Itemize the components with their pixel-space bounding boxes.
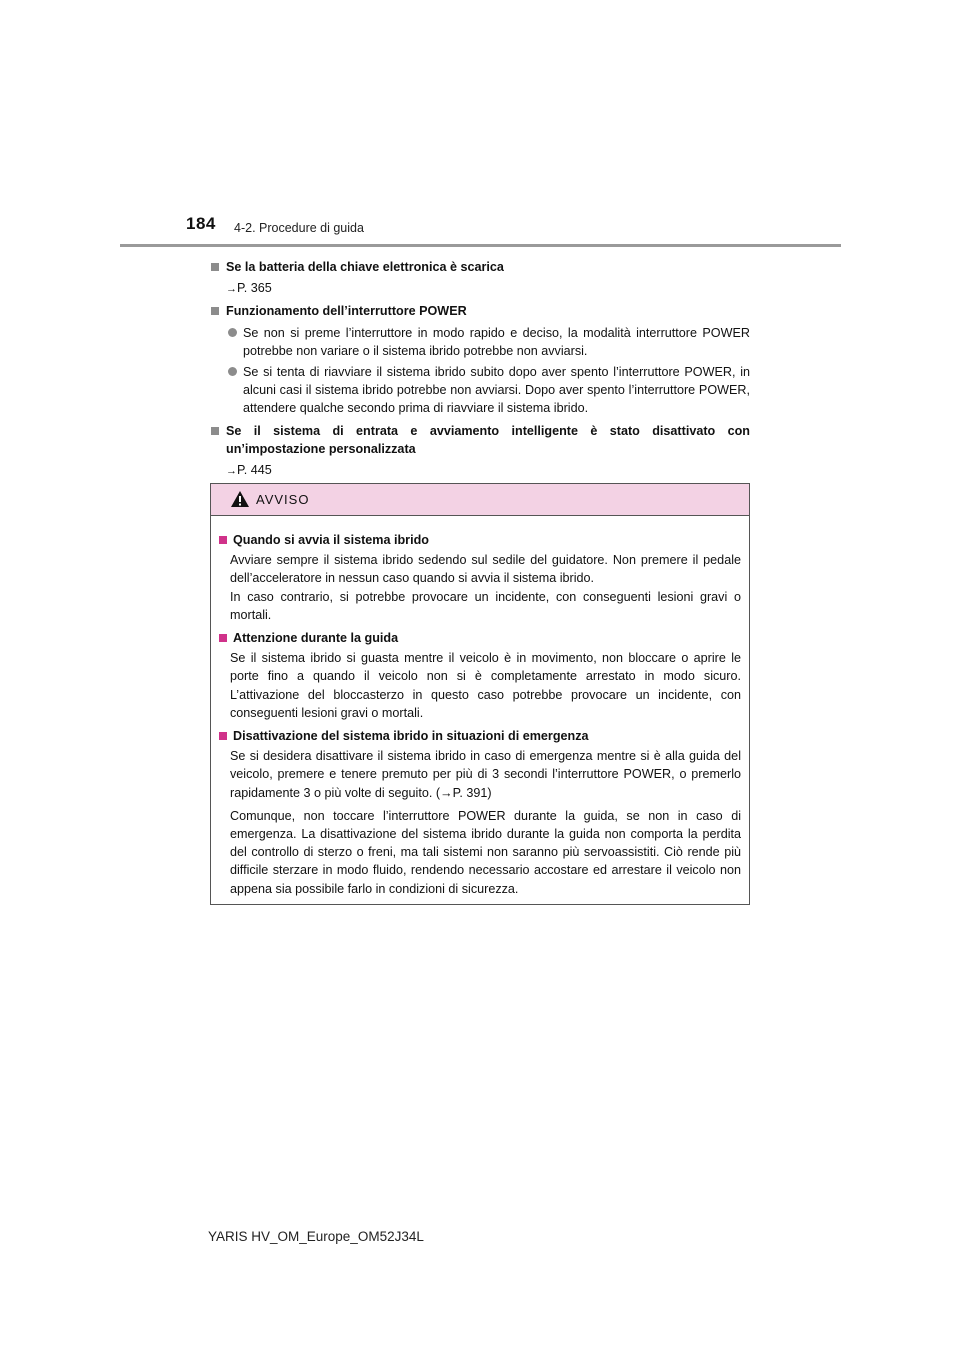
bullet-item: Se si tenta di riavviare il sistema ibrido subito dopo aver spento l’interruttore POWER, in alcuni casi il sistema ibrido potrebbe non avviarsi. Dopo aver spento l’interruttore POWER, attendere qualche secondo prima di riavviare il sistema ibrido.: [210, 363, 750, 418]
page-reference-smart-entry: →P. 445: [226, 463, 272, 478]
warning-paragraph: Se si desidera disattivare il sistema ibrido in caso di emergenza mentre si è alla guida del veicolo, premere e tenere premuto per più di 3 secondi l’interruttore POWER, o premerlo rapidamente 3 o più volte di seguito. (→P. 391): [230, 749, 741, 800]
warning-body: [211, 516, 749, 898]
warning-heading-emergency: Disattivazione del sistema ibrido in situazioni di emergenza: [219, 727, 741, 745]
section-heading-smart-entry: Se il sistema di entrata e avviamento intelligente è stato disattivato con un’impostazione personalizzata: [210, 422, 750, 458]
warning-paragraph: Comunque, non toccare l’interruttore POWER durante la guida, se non in caso di emergenza. La disattivazione del sistema ibrido durante la guida non comporta la perdita del controllo di sterzo o freni, ma tali sistemi non saranno più servoassistiti. Ciò rende più difficile sterzare in modo fluido, rendendo necessario accostare ed arrestare il veicolo non appena sia possibile farlo in condizioni di sicurezza.: [230, 808, 741, 896]
warning-triangle-icon: [230, 490, 250, 508]
warning-heading-driving: Attenzione durante la guida: [219, 629, 741, 647]
warning-title: AVVISO: [256, 492, 310, 507]
section-heading-power-switch: Funzionamento dell’interruttore POWER: [210, 302, 750, 320]
warning-paragraph: Avviare sempre il sistema ibrido sedendo sul sedile del guidatore. Non premere il pedale dell’acceleratore in nessun caso quando si avvia il sistema ibrido. In caso contrario, si potrebbe provocare un incidente, con conseguenti lesioni gravi o mortali.: [230, 553, 741, 622]
bullet-item: Se non si preme l’interruttore in modo rapido e deciso, la modalità interruttore POWER potrebbe non variare o il sistema ibrido potrebbe non avviarsi.: [210, 324, 750, 360]
warning-header: [211, 484, 749, 516]
main-content: [210, 254, 750, 484]
header-divider: [120, 244, 841, 247]
page-reference-battery: →P. 365: [226, 281, 272, 296]
warning-heading-start: Quando si avvia il sistema ibrido: [219, 531, 741, 549]
warning-paragraph: Se il sistema ibrido si guasta mentre il veicolo è in movimento, non bloccare o aprire le porte fino a quando il veicolo non si è completamente arrestato in modo sicuro. L’attivazione del bloccasterzo in questo caso potrebbe provocare un incidente, con conseguenti lesioni gravi o mortali.: [230, 651, 741, 720]
footer-doc-code: YARIS HV_OM_Europe_OM52J34L: [208, 1229, 424, 1244]
section-title: 4-2. Procedure di guida: [234, 221, 364, 235]
arrow-icon: →: [226, 465, 237, 478]
arrow-icon: →: [226, 283, 237, 296]
page-number: 184: [186, 214, 216, 233]
section-heading-battery: Se la batteria della chiave elettronica è scarica: [210, 258, 750, 276]
warning-box: [210, 483, 750, 905]
